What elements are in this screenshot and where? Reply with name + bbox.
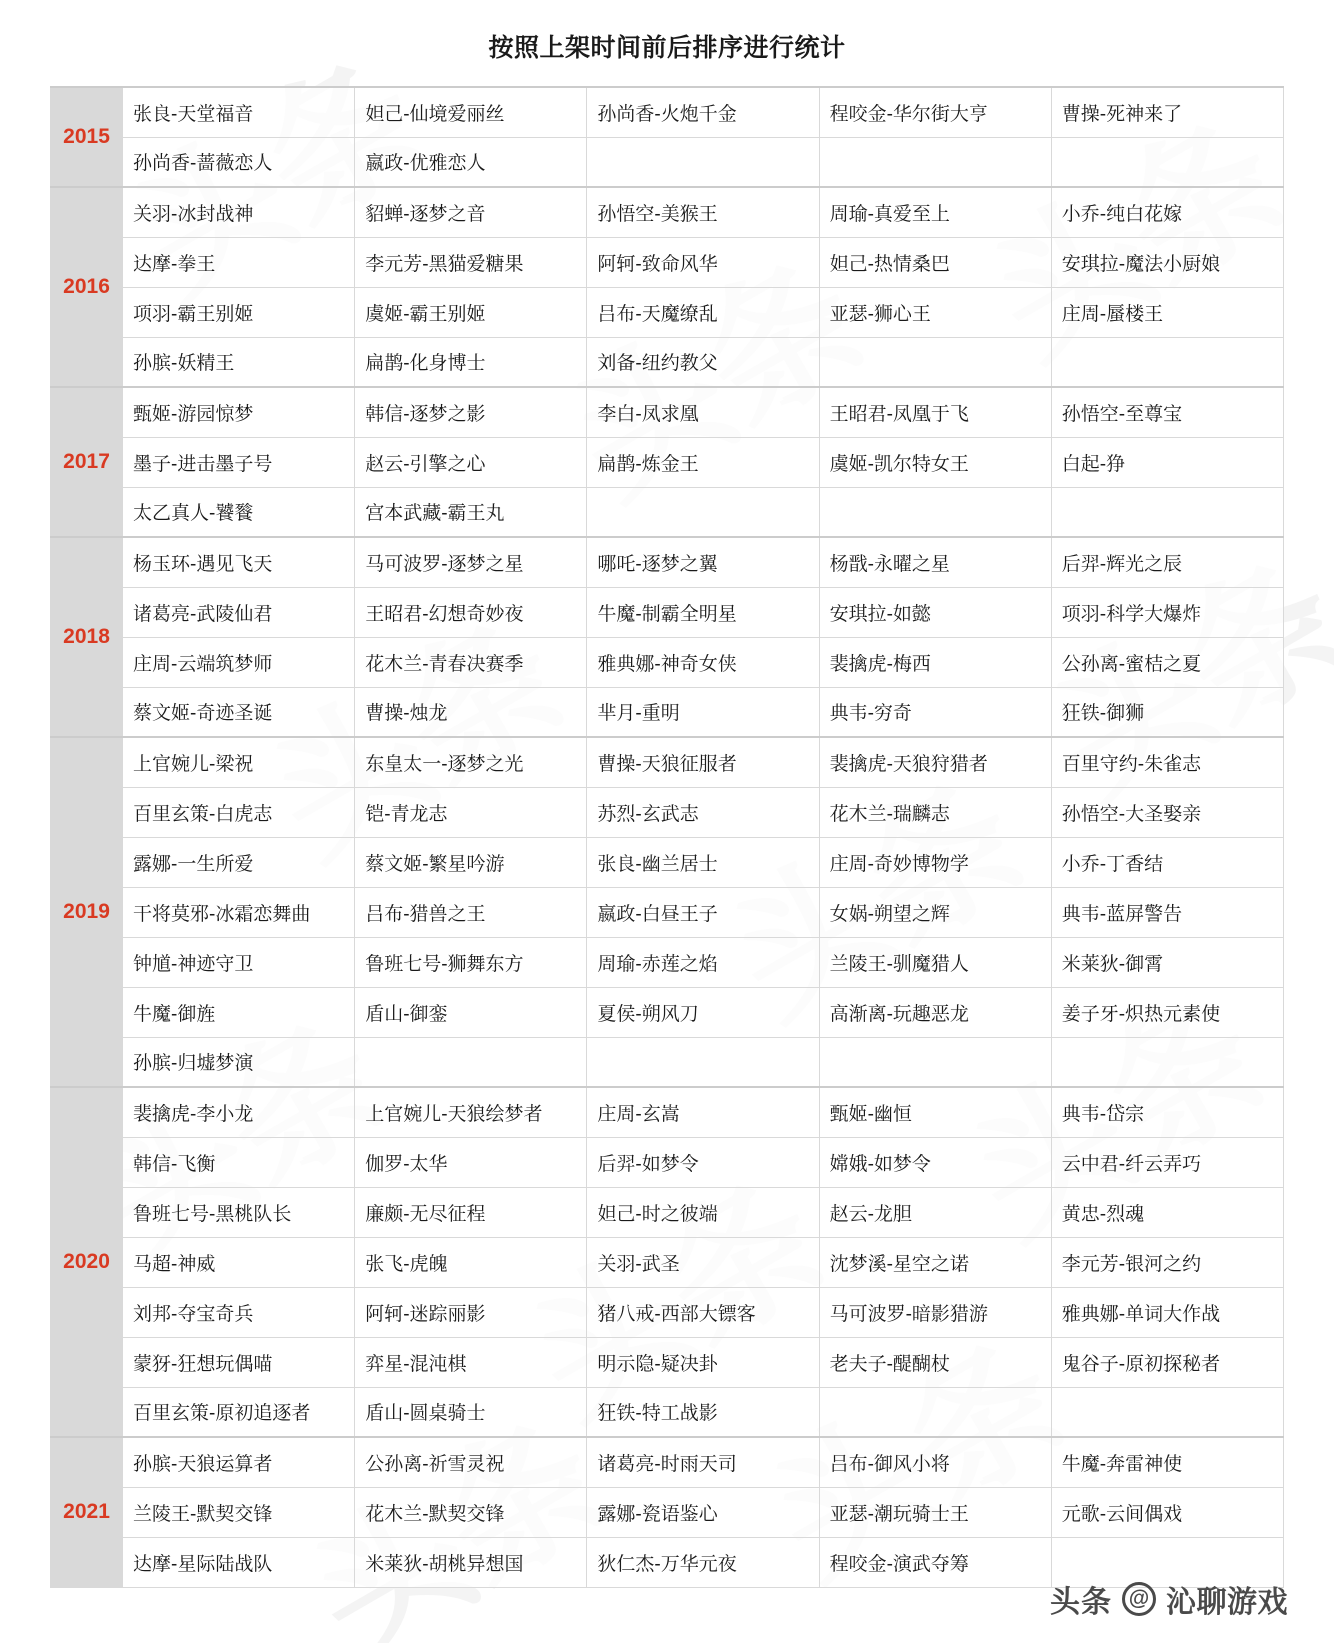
skin-cell: 程咬金-演武夺筹 xyxy=(819,1537,1051,1587)
at-icon: @ xyxy=(1122,1582,1156,1616)
skin-cell: 韩信-逐梦之影 xyxy=(355,387,587,437)
table-row xyxy=(51,187,1284,237)
skin-cell: 王昭君-凤凰于飞 xyxy=(819,387,1051,437)
skin-cell: 孙膑-天狼运算者 xyxy=(123,1437,355,1487)
skin-cell: 关羽-武圣 xyxy=(587,1237,819,1287)
skin-cell: 赵云-引擎之心 xyxy=(355,437,587,487)
skin-cell: 扁鹊-炼金王 xyxy=(587,437,819,487)
skin-cell: 宫本武藏-霸王丸 xyxy=(355,487,587,537)
skin-cell: 嬴政-优雅恋人 xyxy=(355,137,587,187)
skin-cell: 雅典娜-单词大作战 xyxy=(1051,1287,1283,1337)
table-row xyxy=(51,1287,1284,1337)
table-row xyxy=(51,987,1284,1037)
table-row xyxy=(51,787,1284,837)
skin-cell: 刘邦-夺宝奇兵 xyxy=(123,1287,355,1337)
empty-cell xyxy=(1051,1037,1283,1087)
skin-cell: 弈星-混沌棋 xyxy=(355,1337,587,1387)
skin-cell: 达摩-拳王 xyxy=(123,237,355,287)
skin-cell: 孙悟空-大圣娶亲 xyxy=(1051,787,1283,837)
skin-cell: 明示隐-疑决卦 xyxy=(587,1337,819,1387)
skin-cell: 阿轲-迷踪丽影 xyxy=(355,1287,587,1337)
skin-cell: 小乔-纯白花嫁 xyxy=(1051,187,1283,237)
skin-cell: 鲁班七号-黑桃队长 xyxy=(123,1187,355,1237)
skin-cell: 周瑜-赤莲之焰 xyxy=(587,937,819,987)
skin-cell: 吕布-御风小将 xyxy=(819,1437,1051,1487)
skin-cell: 小乔-丁香结 xyxy=(1051,837,1283,887)
skin-cell: 达摩-星际陆战队 xyxy=(123,1537,355,1587)
empty-cell xyxy=(1051,1387,1283,1437)
table-row xyxy=(51,737,1284,787)
table-row xyxy=(51,237,1284,287)
skin-cell: 狄仁杰-万华元夜 xyxy=(587,1537,819,1587)
skin-cell: 李元芳-黑猫爱糖果 xyxy=(355,237,587,287)
skin-cell: 女娲-朔望之辉 xyxy=(819,887,1051,937)
skin-cell: 妲己-仙境爱丽丝 xyxy=(355,87,587,137)
skin-cell: 扁鹊-化身博士 xyxy=(355,337,587,387)
skin-cell: 狂铁-御狮 xyxy=(1051,687,1283,737)
skin-cell: 后羿-辉光之辰 xyxy=(1051,537,1283,587)
table-row xyxy=(51,637,1284,687)
skin-cell: 吕布-天魔缭乱 xyxy=(587,287,819,337)
skins-by-year-table xyxy=(50,86,1284,1588)
skin-cell: 牛魔-奔雷神使 xyxy=(1051,1437,1283,1487)
skin-cell: 米莱狄-胡桃异想国 xyxy=(355,1537,587,1587)
table-row xyxy=(51,937,1284,987)
skin-cell: 安琪拉-如懿 xyxy=(819,587,1051,637)
year-label: 2020 xyxy=(51,1087,123,1437)
table-row xyxy=(51,1487,1284,1537)
year-label: 2015 xyxy=(51,87,123,187)
skin-cell: 项羽-科学大爆炸 xyxy=(1051,587,1283,637)
skin-cell: 米莱狄-御霄 xyxy=(1051,937,1283,987)
skin-cell: 东皇太一-逐梦之光 xyxy=(355,737,587,787)
skin-cell: 钟馗-神迹守卫 xyxy=(123,937,355,987)
table-row xyxy=(51,1387,1284,1437)
skin-cell: 蔡文姬-奇迹圣诞 xyxy=(123,687,355,737)
skin-cell: 韩信-飞衡 xyxy=(123,1137,355,1187)
skin-cell: 典韦-岱宗 xyxy=(1051,1087,1283,1137)
table-row xyxy=(51,1437,1284,1487)
skin-cell: 庄周-云端筑梦师 xyxy=(123,637,355,687)
table-row xyxy=(51,437,1284,487)
skin-cell: 孙膑-妖精王 xyxy=(123,337,355,387)
skin-cell: 云中君-纤云弄巧 xyxy=(1051,1137,1283,1187)
table-row xyxy=(51,587,1284,637)
skin-cell: 猪八戒-西部大镖客 xyxy=(587,1287,819,1337)
year-label: 2016 xyxy=(51,187,123,387)
skin-cell: 后羿-如梦令 xyxy=(587,1137,819,1187)
skin-cell: 张飞-虎魄 xyxy=(355,1237,587,1287)
skin-cell: 上官婉儿-梁祝 xyxy=(123,737,355,787)
skin-cell: 王昭君-幻想奇妙夜 xyxy=(355,587,587,637)
skin-cell: 裴擒虎-梅西 xyxy=(819,637,1051,687)
skin-cell: 安琪拉-魔法小厨娘 xyxy=(1051,237,1283,287)
skin-cell: 雅典娜-神奇女侠 xyxy=(587,637,819,687)
skin-cell: 铠-青龙志 xyxy=(355,787,587,837)
table-row xyxy=(51,837,1284,887)
skin-cell: 百里守约-朱雀志 xyxy=(1051,737,1283,787)
empty-cell xyxy=(819,487,1051,537)
skin-cell: 庄周-奇妙博物学 xyxy=(819,837,1051,887)
table-row xyxy=(51,287,1284,337)
skin-cell: 花木兰-青春决赛季 xyxy=(355,637,587,687)
year-label: 2018 xyxy=(51,537,123,737)
skin-cell: 张良-天堂福音 xyxy=(123,87,355,137)
skin-cell: 伽罗-太华 xyxy=(355,1137,587,1187)
skin-cell: 蔡文姬-繁星吟游 xyxy=(355,837,587,887)
skin-cell: 老夫子-醍醐杖 xyxy=(819,1337,1051,1387)
skin-cell: 张良-幽兰居士 xyxy=(587,837,819,887)
skin-cell: 阿轲-致命风华 xyxy=(587,237,819,287)
skin-cell: 孙尚香-蔷薇恋人 xyxy=(123,137,355,187)
skins-table-container xyxy=(50,86,1284,1588)
skin-cell: 露娜-一生所爱 xyxy=(123,837,355,887)
skin-cell: 马可波罗-逐梦之星 xyxy=(355,537,587,587)
table-row xyxy=(51,1237,1284,1287)
table-row xyxy=(51,387,1284,437)
skin-cell: 曹操-死神来了 xyxy=(1051,87,1283,137)
skin-cell: 庄周-蜃楼王 xyxy=(1051,287,1283,337)
skin-cell: 吕布-猎兽之王 xyxy=(355,887,587,937)
skin-cell: 花木兰-默契交锋 xyxy=(355,1487,587,1537)
skin-cell: 刘备-纽约教父 xyxy=(587,337,819,387)
skin-cell: 百里玄策-白虎志 xyxy=(123,787,355,837)
skin-cell: 亚瑟-狮心王 xyxy=(819,287,1051,337)
empty-cell xyxy=(1051,337,1283,387)
skin-cell: 鬼谷子-原初探秘者 xyxy=(1051,1337,1283,1387)
skin-cell: 姜子牙-炽热元素使 xyxy=(1051,987,1283,1037)
skin-cell: 孙悟空-至尊宝 xyxy=(1051,387,1283,437)
skin-cell: 杨玉环-遇见飞天 xyxy=(123,537,355,587)
skin-cell: 墨子-进击墨子号 xyxy=(123,437,355,487)
empty-cell xyxy=(1051,487,1283,537)
table-row xyxy=(51,1337,1284,1387)
skin-cell: 元歌-云间偶戏 xyxy=(1051,1487,1283,1537)
skin-cell: 妲己-时之彼端 xyxy=(587,1187,819,1237)
empty-cell xyxy=(819,337,1051,387)
table-row xyxy=(51,537,1284,587)
skin-cell: 孙尚香-火炮千金 xyxy=(587,87,819,137)
table-row xyxy=(51,1187,1284,1237)
skin-cell: 苏烈-玄武志 xyxy=(587,787,819,837)
skin-cell: 露娜-瓷语鉴心 xyxy=(587,1487,819,1537)
skin-cell: 兰陵王-默契交锋 xyxy=(123,1487,355,1537)
skin-cell: 关羽-冰封战神 xyxy=(123,187,355,237)
skin-cell: 盾山-圆桌骑士 xyxy=(355,1387,587,1437)
table-row xyxy=(51,1037,1284,1087)
skin-cell: 公孙离-祈雪灵祝 xyxy=(355,1437,587,1487)
page-title: 按照上架时间前后排序进行统计 xyxy=(488,34,846,62)
skin-cell: 嬴政-白昼王子 xyxy=(587,887,819,937)
account-name: 沁聊游戏 xyxy=(1166,1586,1288,1619)
skin-cell: 甄姬-游园惊梦 xyxy=(123,387,355,437)
skin-cell: 花木兰-瑞麟志 xyxy=(819,787,1051,837)
skin-cell: 甄姬-幽恒 xyxy=(819,1087,1051,1137)
platform-label: 头条 xyxy=(1050,1586,1112,1619)
skin-cell: 周瑜-真爱至上 xyxy=(819,187,1051,237)
skin-cell: 虞姬-霸王别姬 xyxy=(355,287,587,337)
skin-cell: 虞姬-凯尔特女王 xyxy=(819,437,1051,487)
skin-cell: 鲁班七号-狮舞东方 xyxy=(355,937,587,987)
empty-cell xyxy=(819,1387,1051,1437)
skin-cell: 黄忠-烈魂 xyxy=(1051,1187,1283,1237)
empty-cell xyxy=(587,1037,819,1087)
skin-cell: 曹操-天狼征服者 xyxy=(587,737,819,787)
year-label: 2019 xyxy=(51,737,123,1087)
skin-cell: 孙膑-归墟梦演 xyxy=(123,1037,355,1087)
skin-cell: 哪吒-逐梦之翼 xyxy=(587,537,819,587)
table-row xyxy=(51,687,1284,737)
empty-cell xyxy=(587,487,819,537)
skin-cell: 裴擒虎-李小龙 xyxy=(123,1087,355,1137)
skin-cell: 百里玄策-原初追逐者 xyxy=(123,1387,355,1437)
skin-cell: 李元芳-银河之约 xyxy=(1051,1237,1283,1287)
year-label: 2021 xyxy=(51,1437,123,1587)
footer-branding xyxy=(1050,1577,1288,1621)
empty-cell xyxy=(355,1037,587,1087)
empty-cell xyxy=(819,137,1051,187)
skin-cell: 李白-凤求凰 xyxy=(587,387,819,437)
skin-cell: 曹操-烛龙 xyxy=(355,687,587,737)
table-row xyxy=(51,137,1284,187)
skin-cell: 嫦娥-如梦令 xyxy=(819,1137,1051,1187)
skin-cell: 庄周-玄嵩 xyxy=(587,1087,819,1137)
table-row xyxy=(51,1137,1284,1187)
skin-cell: 典韦-蓝屏警告 xyxy=(1051,887,1283,937)
skin-cell: 上官婉儿-天狼绘梦者 xyxy=(355,1087,587,1137)
skin-cell: 貂蝉-逐梦之音 xyxy=(355,187,587,237)
skin-cell: 项羽-霸王别姬 xyxy=(123,287,355,337)
skin-cell: 典韦-穷奇 xyxy=(819,687,1051,737)
skin-cell: 牛魔-制霸全明星 xyxy=(587,587,819,637)
skin-cell: 妲己-热情桑巴 xyxy=(819,237,1051,287)
skin-cell: 芈月-重明 xyxy=(587,687,819,737)
skin-cell: 诸葛亮-武陵仙君 xyxy=(123,587,355,637)
skin-cell: 杨戬-永曜之星 xyxy=(819,537,1051,587)
skin-cell: 兰陵王-驯魔猎人 xyxy=(819,937,1051,987)
empty-cell xyxy=(819,1037,1051,1087)
skin-cell: 程咬金-华尔街大亨 xyxy=(819,87,1051,137)
skin-cell: 马可波罗-暗影猎游 xyxy=(819,1287,1051,1337)
skin-cell: 牛魔-御旌 xyxy=(123,987,355,1037)
table-row xyxy=(51,1087,1284,1137)
skin-cell: 狂铁-特工战影 xyxy=(587,1387,819,1437)
skin-cell: 裴擒虎-天狼狩猎者 xyxy=(819,737,1051,787)
skin-cell: 太乙真人-饕餮 xyxy=(123,487,355,537)
table-row xyxy=(51,887,1284,937)
skin-cell: 沈梦溪-星空之诺 xyxy=(819,1237,1051,1287)
table-row xyxy=(51,337,1284,387)
skin-cell: 廉颇-无尽征程 xyxy=(355,1187,587,1237)
skin-cell: 夏侯-朔风刀 xyxy=(587,987,819,1037)
empty-cell xyxy=(1051,137,1283,187)
year-label: 2017 xyxy=(51,387,123,537)
skin-cell: 盾山-御銮 xyxy=(355,987,587,1037)
skin-cell: 马超-神威 xyxy=(123,1237,355,1287)
skin-cell: 亚瑟-潮玩骑士王 xyxy=(819,1487,1051,1537)
skin-cell: 干将莫邪-冰霜恋舞曲 xyxy=(123,887,355,937)
skin-cell: 蒙犽-狂想玩偶喵 xyxy=(123,1337,355,1387)
skin-cell: 赵云-龙胆 xyxy=(819,1187,1051,1237)
table-row xyxy=(51,87,1284,137)
table-row xyxy=(51,487,1284,537)
skin-cell: 诸葛亮-时雨天司 xyxy=(587,1437,819,1487)
empty-cell xyxy=(587,137,819,187)
skin-cell: 高渐离-玩趣恶龙 xyxy=(819,987,1051,1037)
skin-cell: 孙悟空-美猴王 xyxy=(587,187,819,237)
skin-cell: 公孙离-蜜桔之夏 xyxy=(1051,637,1283,687)
skin-cell: 白起-狰 xyxy=(1051,437,1283,487)
